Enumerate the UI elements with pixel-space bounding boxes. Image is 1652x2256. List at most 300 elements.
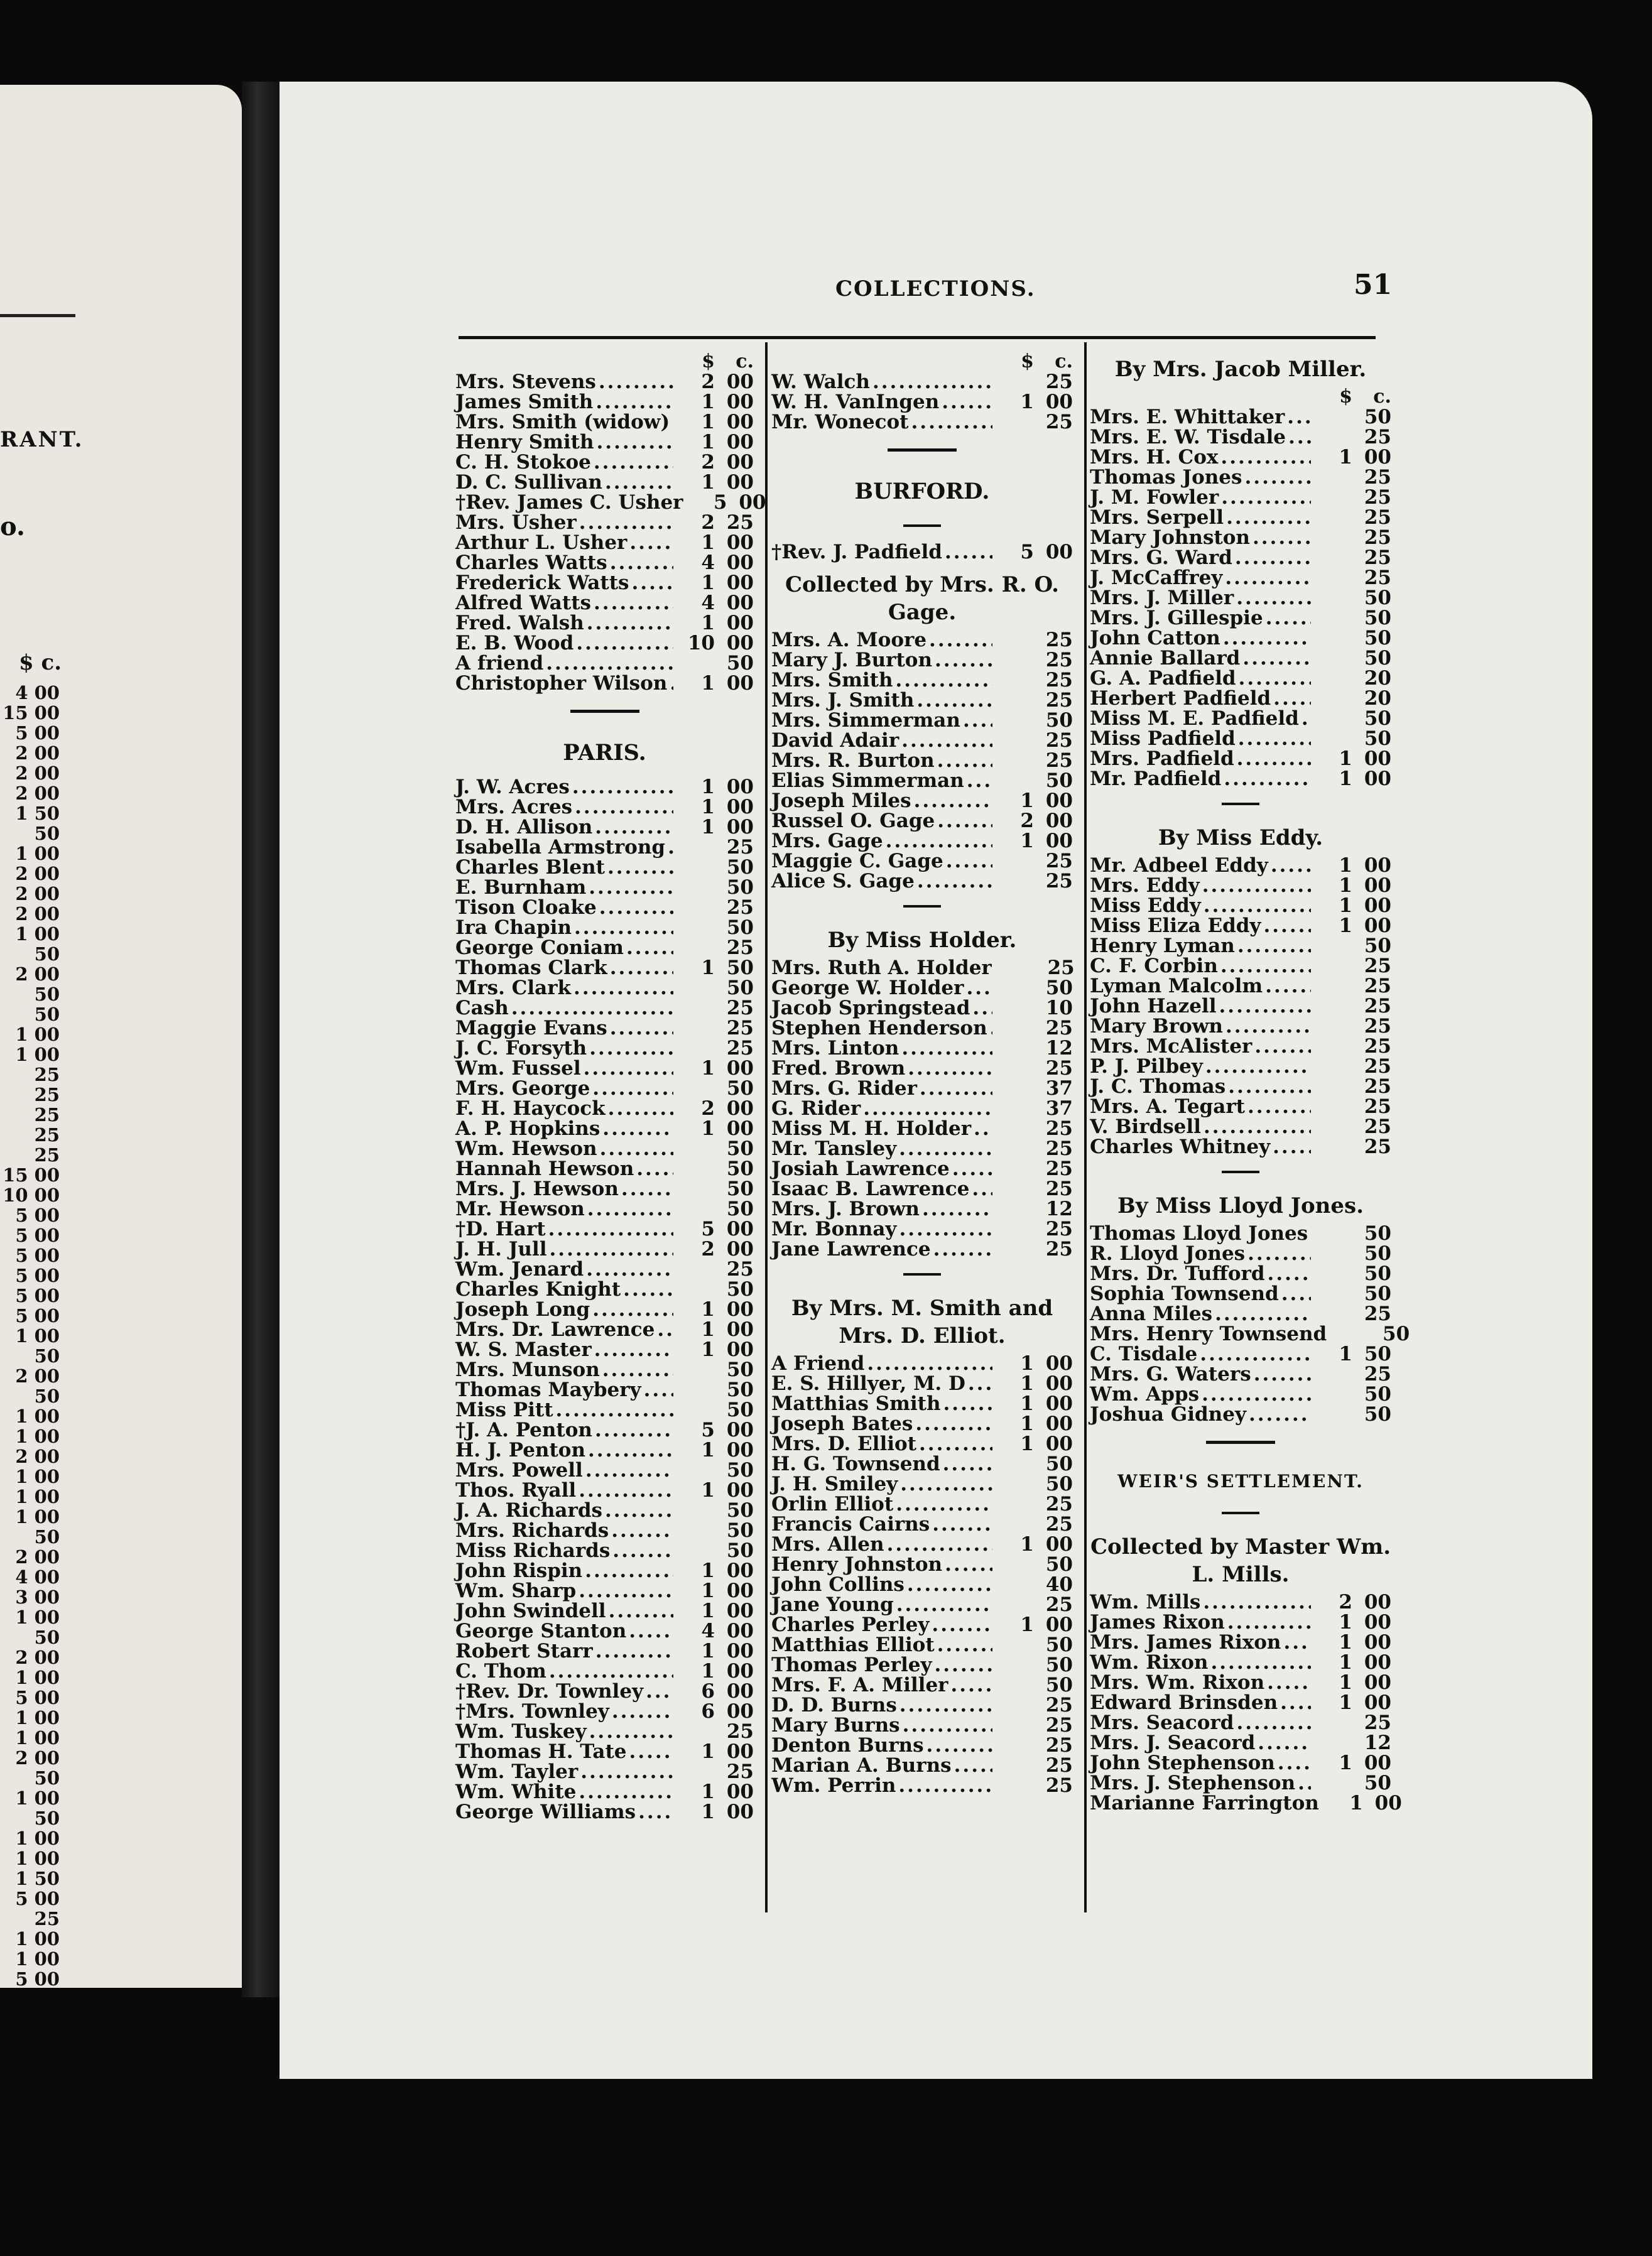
contributor-name: Mrs. F. A. Miller: [771, 1674, 948, 1696]
contributor-name: G. A. Padfield: [1090, 667, 1236, 690]
leader-dots: [1205, 1056, 1311, 1076]
section-title-eddy: By Miss Eddy.: [1158, 825, 1323, 850]
contributor-name: E. S. Hillyer, M. D: [771, 1372, 965, 1395]
contributor-name: John Stephenson: [1090, 1752, 1275, 1774]
amount-cents: 25: [1045, 1238, 1073, 1261]
leader-dots: [612, 1701, 673, 1722]
amount-dollars: 2: [1020, 810, 1034, 832]
contributor-name: Mrs. Seacord: [1090, 1711, 1234, 1734]
amount-dollars: 2: [701, 1097, 715, 1120]
leader-dots: [1265, 976, 1311, 996]
contributor-row: [771, 730, 1073, 751]
contributor-name: Maggie Evans: [455, 1017, 607, 1039]
contributor-row: [771, 1353, 1073, 1374]
contributor-name: Mrs. G. Ward: [1090, 546, 1232, 569]
amount-cents: 50: [726, 856, 754, 879]
amount-cents: 25: [1045, 629, 1073, 651]
contributor-name: J. W. Acres: [455, 776, 570, 798]
leader-dots: [623, 1279, 673, 1299]
contributor-row: [771, 710, 1073, 730]
contributor-row: [455, 1199, 754, 1219]
amount-dollars: 4: [701, 592, 715, 614]
leader-dots: [597, 432, 673, 452]
left-page-amount: 2 00: [15, 1647, 60, 1668]
leader-dots: [1301, 708, 1311, 729]
left-page-amount: 2 00: [15, 963, 60, 985]
amount-dollars: 1: [701, 1640, 715, 1662]
contributor-name: David Adair: [771, 729, 899, 752]
contributor-row: [455, 432, 754, 452]
contributor-name: Wm. Tuskey: [455, 1720, 587, 1743]
contributor-name: †Rev. James C. Usher: [455, 491, 683, 514]
amount-dollars: 2: [1339, 1591, 1352, 1613]
contributor-row: [455, 573, 754, 593]
leader-dots: [549, 1661, 673, 1681]
contributor-name: John Swindell: [455, 1600, 606, 1622]
leader-dots: [595, 392, 673, 412]
leader-dots: [579, 1480, 673, 1500]
amount-cents: 00: [726, 1680, 754, 1703]
contributor-row: [771, 412, 1073, 432]
amount-cents: 50: [726, 1379, 754, 1401]
contributor-name: Thomas Maybery: [455, 1379, 641, 1401]
contributor-name: J. C. Forsyth: [455, 1037, 587, 1060]
amount-cents: 00: [726, 1700, 754, 1723]
leader-dots: [896, 670, 992, 690]
leader-dots: [886, 831, 992, 851]
contributor-row: [455, 1541, 754, 1561]
contributor-name: Mrs. J. Stephenson: [1090, 1772, 1296, 1794]
leader-dots: [934, 1655, 992, 1675]
amount-cents: 00: [726, 1740, 754, 1763]
contributor-name: Ira Chapin: [455, 916, 572, 939]
amount-cents: 25: [1364, 1303, 1391, 1325]
amount-dollars: 1: [1339, 1651, 1352, 1674]
contributor-name: Mr. Bonnay: [771, 1218, 897, 1240]
amount-dollars: 1: [1339, 1691, 1352, 1714]
amount-dollars: 1: [1339, 894, 1352, 917]
contributor-name: Isaac B. Lawrence: [771, 1178, 970, 1200]
contributor-row: [455, 1701, 754, 1722]
contributor-row: [1090, 936, 1391, 956]
left-page-amount: 1 00: [15, 843, 60, 864]
leader-dots: [600, 1139, 673, 1159]
amount-dollars: 1: [701, 1781, 715, 1803]
header-rule: [459, 336, 1376, 339]
left-page-amount: 1 00: [15, 1486, 60, 1507]
amount-cents: 00: [726, 1640, 754, 1662]
amount-dollars: 1: [1020, 830, 1034, 852]
contributor-row: [1090, 1384, 1391, 1404]
leader-dots: [574, 918, 673, 938]
amount-cents: 50: [1364, 1403, 1391, 1426]
amount-dollars: 1: [1020, 1433, 1034, 1455]
leader-dots: [899, 1695, 992, 1715]
contributor-row: [1090, 749, 1391, 769]
leader-dots: [867, 1353, 992, 1374]
amount-dollars: 6: [701, 1700, 715, 1723]
amount-dollars: 1: [1020, 1392, 1034, 1415]
contributor-name: Jane Young: [771, 1593, 894, 1616]
amount-cents: 00: [726, 1419, 754, 1441]
contributor-name: Mrs. Dr. Tufford: [1090, 1262, 1265, 1285]
contributor-row: [771, 1078, 1073, 1098]
contributor-row: [455, 898, 754, 918]
left-page-amount: 1 00: [15, 1466, 60, 1487]
left-page-amount: 1 00: [15, 1024, 60, 1045]
section-separator: [903, 1273, 941, 1276]
section-title-weir: WEIR'S SETTLEMENT.: [1117, 1471, 1364, 1492]
amount-dollars: 6: [701, 1680, 715, 1703]
contributor-row: [455, 1621, 754, 1641]
leader-dots: [903, 1715, 992, 1735]
amount-cents: 50: [1364, 1262, 1391, 1285]
contributor-name: Mrs. Richards: [455, 1519, 609, 1542]
contributor-row: [1090, 467, 1391, 487]
contributor-row: [455, 1299, 754, 1320]
left-page-amount: 5 00: [15, 1968, 60, 1988]
leader-dots: [576, 633, 673, 653]
amount-cents: 50: [1364, 1772, 1391, 1794]
leader-dots: [670, 673, 673, 693]
contributor-row: [455, 653, 754, 673]
amount-dollars: 1: [701, 672, 715, 695]
contributor-row: [771, 871, 1073, 891]
left-page-amount: 4 00: [15, 1566, 60, 1588]
amount-cents: 50: [726, 1459, 754, 1482]
contributor-row: [455, 1219, 754, 1239]
contributor-row: [1090, 528, 1391, 548]
contributor-row: [455, 372, 754, 392]
leader-dots: [610, 1018, 673, 1038]
leader-dots: [511, 998, 673, 1018]
left-page-amount: 1 50: [15, 803, 60, 824]
leader-dots: [594, 593, 673, 613]
amount-cents: 25: [1045, 1694, 1073, 1716]
amount-dollars: 1: [1339, 874, 1352, 897]
left-page-amount: 2 00: [15, 883, 60, 904]
contributor-list-mills: [1090, 1591, 1402, 1814]
contributor-name: Matthias Elliot: [771, 1634, 935, 1656]
contributor-row: [1090, 976, 1391, 996]
left-page-amount: 5 00: [15, 1285, 60, 1306]
contributor-row: [455, 1661, 754, 1681]
contributor-row: [1090, 688, 1391, 708]
contributor-name: Joshua Gidney: [1090, 1403, 1246, 1426]
contributor-row: [455, 797, 754, 817]
contributor-name: †Rev. J. Padfield: [771, 541, 942, 563]
contributor-name: Miss Richards: [455, 1539, 611, 1562]
amount-cents: 00: [726, 1660, 754, 1683]
amount-cents: 25: [1364, 486, 1391, 509]
contributor-name: A. P. Hopkins: [455, 1117, 600, 1140]
amount-dollars: 1: [1339, 1752, 1352, 1774]
contributor-name: Miss M. E. Padfield: [1090, 707, 1299, 730]
amount-dollars: 1: [701, 471, 715, 494]
leader-dots: [946, 851, 992, 871]
left-page-amount: 4 00: [15, 682, 60, 703]
left-page-amount: 50: [34, 1808, 60, 1829]
contributor-row: [455, 1681, 754, 1701]
contributor-row: [455, 392, 754, 412]
amount-dollars: 1: [1020, 1352, 1034, 1375]
leader-dots: [1263, 916, 1311, 936]
leader-dots: [631, 573, 673, 593]
amount-cents: 25: [726, 997, 754, 1019]
leader-dots: [1204, 896, 1311, 916]
amount-cents: 00: [726, 1439, 754, 1462]
contributor-name: Charles Whitney: [1090, 1136, 1271, 1158]
contributor-row: [1090, 1016, 1391, 1036]
leader-dots: [1220, 956, 1311, 976]
contributor-name: Miss Pitt: [455, 1399, 553, 1421]
leader-dots: [937, 811, 992, 831]
contributor-name: E. Burnham: [455, 876, 587, 899]
leader-dots: [1266, 608, 1311, 628]
leader-dots: [1247, 1244, 1311, 1264]
contributor-name: Robert Starr: [455, 1640, 593, 1662]
contributor-row: [1090, 588, 1391, 608]
amount-cents: 25: [1045, 1493, 1073, 1516]
contributor-list-miller: [1090, 407, 1391, 789]
leader-dots: [1204, 1117, 1311, 1137]
amount-cents: 25: [1045, 1714, 1073, 1737]
contributor-name: Wm. Hewson: [455, 1137, 597, 1160]
contributor-row: [1090, 1612, 1391, 1632]
amount-cents: 00: [726, 612, 754, 634]
amount-dollars: 1: [701, 411, 715, 433]
amount-cents: 25: [1364, 466, 1391, 489]
leader-dots: [1226, 507, 1311, 528]
contributor-row: [1090, 1753, 1391, 1773]
section-separator: [1222, 1512, 1259, 1514]
section-separator: [903, 524, 941, 527]
amount-dollars: 4: [701, 1620, 715, 1642]
leader-dots: [646, 1681, 673, 1701]
amount-dollars: 1: [1349, 1792, 1363, 1814]
leader-dots: [607, 857, 673, 877]
amount-cents: 25: [1045, 1593, 1073, 1616]
contributor-name: W. Walch: [771, 371, 870, 393]
contributor-row: [455, 1279, 754, 1299]
contributor-row: [771, 1239, 1073, 1259]
contributor-name: Mrs. Simmerman: [771, 709, 960, 732]
contributor-row: [1090, 956, 1391, 976]
amount-cents: 00: [726, 431, 754, 453]
contributor-row: [1090, 1404, 1391, 1424]
contributor-name: Mrs. J. Miller: [1090, 587, 1234, 609]
contributor-row: [1090, 1056, 1391, 1076]
leader-dots: [935, 650, 992, 670]
section-title-holder: By Miss Holder.: [827, 928, 1017, 953]
contributor-row: [1090, 1733, 1391, 1753]
contributor-name: Wm. White: [455, 1781, 577, 1803]
contributor-row: [1090, 628, 1391, 648]
amount-dollars: 1: [1339, 914, 1352, 937]
leader-dots: [1239, 668, 1311, 688]
amount-cents: 50: [1045, 977, 1073, 999]
dollar-cents-header: $ c.: [1021, 350, 1073, 372]
amount-cents: 50: [1045, 769, 1073, 792]
contributor-row: [455, 1058, 754, 1078]
leader-dots: [932, 1615, 992, 1635]
left-page-amount: 1 50: [15, 1868, 60, 1889]
contributor-name: Thomas Jones: [1090, 466, 1242, 489]
leader-dots: [585, 1460, 673, 1480]
amount-cents: 50: [726, 957, 754, 979]
contributor-row: [1090, 1223, 1391, 1244]
amount-cents: 50: [1045, 1634, 1073, 1656]
contributor-name: D. H. Allison: [455, 816, 593, 838]
contributor-row: [455, 1762, 754, 1782]
contributor-row: [455, 593, 754, 613]
contributor-row: [455, 1460, 754, 1480]
contributor-row: [1090, 1117, 1391, 1137]
contributor-name: Wm. Perrin: [771, 1774, 896, 1797]
amount-cents: 50: [726, 1499, 754, 1522]
contributor-name: Mrs. E. Whittaker: [1090, 406, 1285, 428]
left-page-amount: 2 00: [15, 783, 60, 804]
section-title-smith: By Mrs. M. Smith and Mrs. D. Elliot.: [791, 1296, 1053, 1348]
left-page-amount: 50: [34, 1386, 60, 1407]
contributor-row: [771, 1776, 1073, 1796]
contributor-row: [1090, 1792, 1402, 1814]
contributor-name: Mrs. Dr. Lawrence: [455, 1318, 655, 1341]
contributor-name: V. Birdsell: [1090, 1115, 1201, 1138]
amount-cents: 25: [1045, 1754, 1073, 1777]
left-page-amount: 5 00: [15, 1888, 60, 1909]
contributor-row: [771, 372, 1073, 392]
leader-dots: [589, 1722, 673, 1742]
contributor-row: [455, 491, 766, 514]
contributor-name: Fred. Brown: [771, 1057, 906, 1080]
contributor-row: [1090, 1632, 1391, 1652]
contributor-name: H. J. Penton: [455, 1439, 585, 1462]
leader-dots: [589, 877, 673, 898]
contributor-row: [455, 673, 754, 693]
leader-dots: [1227, 1612, 1311, 1632]
contributor-row: [1090, 548, 1391, 568]
contributor-name: H. G. Townsend: [771, 1453, 940, 1475]
left-page-amount: 25: [34, 1064, 60, 1085]
left-page-amount: 25: [34, 1084, 60, 1105]
leader-dots: [636, 1159, 673, 1179]
amount-cents: 25: [1045, 870, 1073, 892]
amount-dollars: 1: [701, 1338, 715, 1361]
left-page-amount: 1 00: [15, 1506, 60, 1527]
contributor-list-smith: [771, 1353, 1073, 1796]
amount-cents: 50: [726, 1158, 754, 1180]
contributor-row: [1090, 407, 1391, 427]
contributor-name: Mrs. Smith: [771, 669, 893, 691]
contributor-row: [771, 650, 1073, 670]
contributor-row: [1090, 568, 1391, 588]
contributor-name: Fred. Walsh: [455, 612, 584, 634]
leader-dots: [872, 372, 992, 392]
leader-dots: [915, 1414, 992, 1434]
leader-dots: [863, 1098, 992, 1119]
leader-dots: [942, 392, 992, 412]
contributor-row: [771, 1655, 1073, 1675]
leader-dots: [916, 690, 992, 710]
contributor-row: [771, 1139, 1073, 1159]
amount-cents: 00: [1364, 874, 1391, 897]
leader-dots: [966, 978, 992, 998]
contributor-row: [1090, 1673, 1391, 1693]
contributor-name: Sophia Townsend: [1090, 1283, 1279, 1305]
amount-cents: 25: [1045, 749, 1073, 772]
left-page-amount: 2 00: [15, 1546, 60, 1568]
amount-cents: 50: [1045, 1654, 1073, 1676]
contributor-row: [455, 1802, 754, 1822]
leader-dots: [605, 1500, 673, 1521]
contributor-name: Henry Johnston: [771, 1553, 943, 1576]
leader-dots: [945, 1554, 992, 1575]
contributor-row: [771, 630, 1073, 650]
contributor-name: John Hazell: [1090, 995, 1217, 1017]
contributor-row: [455, 1581, 754, 1601]
contributor-name: J. M. Fowler: [1090, 486, 1219, 509]
amount-dollars: 1: [701, 816, 715, 838]
left-page-amount: 1 00: [15, 1426, 60, 1447]
contributor-name: C. Tisdale: [1090, 1343, 1198, 1365]
amount-cents: 20: [1364, 687, 1391, 710]
amount-cents: 25: [726, 511, 754, 534]
amount-cents: 25: [1364, 1035, 1391, 1058]
amount-cents: 00: [1045, 1613, 1073, 1636]
amount-cents: 00: [726, 1338, 754, 1361]
contributor-name: Mrs. George: [455, 1077, 590, 1100]
leader-dots: [629, 533, 673, 553]
contributor-row: [455, 1400, 754, 1420]
amount-cents: 00: [726, 391, 754, 413]
leader-dots: [1238, 729, 1311, 749]
contributor-row: [455, 1420, 754, 1440]
contributor-name: Wm. Mills: [1090, 1591, 1201, 1613]
amount-cents: 00: [726, 1238, 754, 1261]
left-page-amount: 5 00: [15, 1245, 60, 1266]
leader-dots: [587, 613, 673, 633]
contributor-name: J. C. Thomas: [1090, 1075, 1226, 1098]
amount-dollars: 1: [701, 1057, 715, 1080]
leader-dots: [1228, 1076, 1311, 1097]
contributor-list: [455, 371, 766, 695]
contributor-row: [455, 1500, 754, 1521]
contributor-name: R. Lloyd Jones: [1090, 1242, 1246, 1265]
contributor-name: Mr. Hewson: [455, 1198, 585, 1220]
amount-dollars: 5: [713, 491, 727, 514]
contributor-row: [771, 392, 1073, 412]
contributor-row: [1090, 1693, 1391, 1713]
section-title-gage: Collected by Mrs. R. O. Gage.: [785, 572, 1059, 625]
amount-cents: 50: [1364, 707, 1391, 730]
leader-dots: [1267, 1673, 1311, 1693]
amount-cents: 50: [1364, 406, 1391, 428]
section-title-mills: Collected by Master Wm. L. Mills.: [1090, 1534, 1391, 1587]
left-page-amount: 25: [34, 1104, 60, 1125]
contributor-name: Mrs. G. Rider: [771, 1077, 917, 1100]
amount-cents: 50: [1364, 1242, 1391, 1265]
contributor-name: Mrs. Powell: [455, 1459, 583, 1482]
contributor-row: [1090, 1097, 1391, 1117]
amount-cents: 37: [1045, 1077, 1073, 1100]
amount-cents: 25: [1047, 957, 1075, 979]
amount-cents: 00: [1364, 1671, 1391, 1694]
leader-dots: [599, 372, 673, 392]
contributor-row: [1090, 447, 1391, 467]
leader-dots: [579, 512, 673, 533]
left-page-amount: 5 00: [15, 1265, 60, 1286]
